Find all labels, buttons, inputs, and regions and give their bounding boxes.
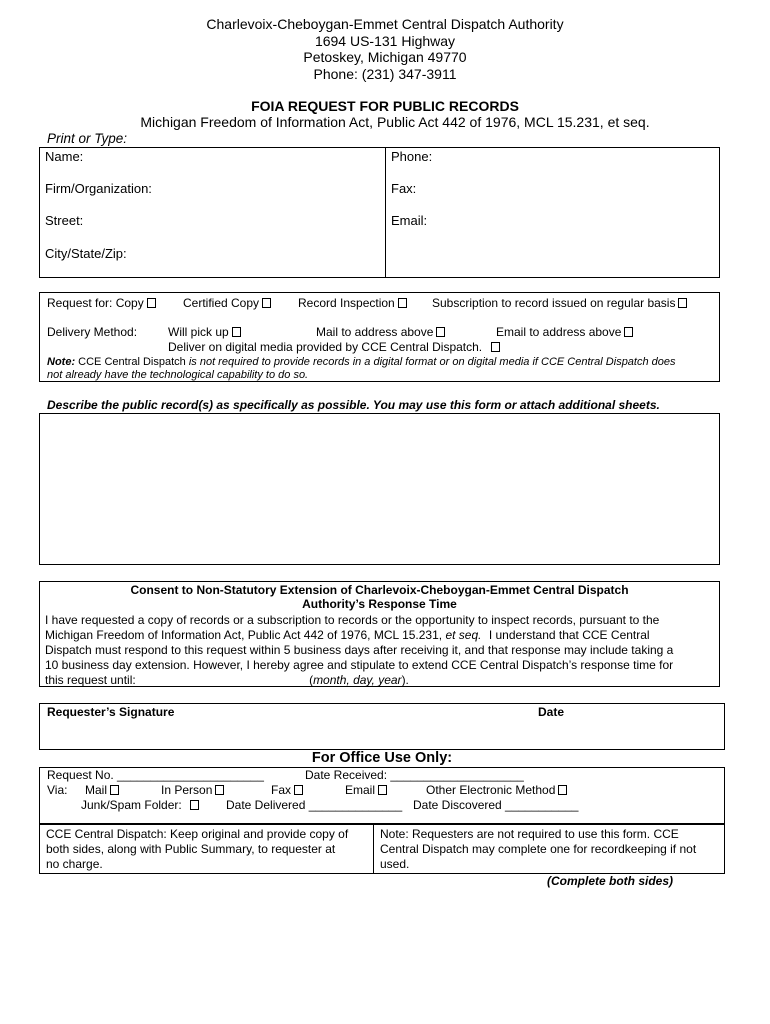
footer-right-line-3: used. <box>380 857 410 871</box>
consent-title <box>39 583 720 611</box>
subscription-checkbox[interactable] <box>678 298 687 308</box>
agency-city: Petoskey, Michigan 49770 <box>303 49 467 65</box>
email-field[interactable]: Email: <box>391 213 428 228</box>
email-delivery-label: Email to address above <box>496 325 622 339</box>
agency-header <box>0 16 770 82</box>
consent-line-2a: Michigan Freedom of Information Act, Public Act 442 of 1976, MCL 15.231, <box>45 628 443 642</box>
copy-checkbox[interactable] <box>147 298 156 308</box>
note-text-2: not already have the technological capability to do so. <box>47 369 309 381</box>
email-delivery-option <box>496 325 633 339</box>
form-subtitle: Michigan Freedom of Information Act, Public Act 442 of 1976, MCL 15.231, et seq. <box>140 114 650 130</box>
mail-checkbox[interactable] <box>436 327 445 337</box>
street-field[interactable]: Street: <box>45 213 84 228</box>
footer-right-line-1: Note: Requesters are not required to use this form. CCE <box>380 827 679 841</box>
via-email-checkbox[interactable] <box>378 785 387 795</box>
footer-left-line-3: no charge. <box>46 857 103 871</box>
via-in-person-option <box>161 783 224 797</box>
consent-title-line-2: Authority’s Response Time <box>302 597 457 611</box>
via-in-person-label: In Person <box>161 783 213 797</box>
via-label: Via: <box>47 783 68 797</box>
agency-name: Charlevoix-Cheboygan-Emmet Central Dispatch Authority <box>206 16 564 32</box>
certified-copy-option <box>183 296 271 310</box>
request-copy-label: Request for: Copy <box>47 296 144 310</box>
via-other-label: Other Electronic Method <box>426 783 556 797</box>
record-inspection-checkbox[interactable] <box>398 298 407 308</box>
digital-media-option <box>168 340 500 354</box>
firm-field[interactable]: Firm/Organization: <box>45 181 152 196</box>
email-delivery-checkbox[interactable] <box>624 327 633 337</box>
digital-media-label: Deliver on digital media provided by CCE Central Dispatch. <box>168 340 483 354</box>
via-other-option <box>426 783 567 797</box>
consent-line-3: Dispatch must respond to this request within 5 business days after receiving it, and that response may include taking a <box>45 643 674 657</box>
consent-line-2c: I understand that CCE Central <box>488 628 650 642</box>
via-fax-checkbox[interactable] <box>294 785 303 795</box>
describe-textarea[interactable] <box>39 413 720 565</box>
subscription-option <box>432 296 687 310</box>
signature-label: Requester’s Signature <box>47 705 175 719</box>
consent-line-5a: this request until: <box>45 673 136 687</box>
consent-line-5: this request until: (month, day, year). <box>45 673 409 687</box>
junk-spam-checkbox[interactable] <box>190 800 199 810</box>
consent-text <box>45 613 673 688</box>
will-pick-up-checkbox[interactable] <box>232 327 241 337</box>
city-state-zip-field[interactable]: City/State/Zip: <box>45 246 127 261</box>
form-title: FOIA REQUEST FOR PUBLIC RECORDS <box>251 98 519 114</box>
via-other-checkbox[interactable] <box>558 785 567 795</box>
subscription-label: Subscription to record issued on regular basis <box>432 296 676 310</box>
via-mail-option <box>85 783 119 797</box>
request-for-row <box>47 296 156 310</box>
note-text-1: is not required to provide records in a digital format or on digital media if CCE Central Dispatch does <box>188 356 676 368</box>
consent-line-1: I have requested a copy of records or a subscription to records or the opportunity to inspect records, pursuant to the <box>45 613 660 627</box>
consent-line-4: 10 business day extension. However, I hereby agree and stipulate to extend CCE Central Dispatch’s response time for <box>45 658 674 672</box>
phone-field[interactable]: Phone: <box>391 149 433 164</box>
footer-divider <box>373 824 374 874</box>
date-received-field: Date Received: ____________________ <box>305 768 524 782</box>
fax-field[interactable]: Fax: <box>391 181 417 196</box>
footer-right-line-2: Central Dispatch may complete one for recordkeeping if not <box>380 842 697 856</box>
footer-right-note <box>380 827 696 872</box>
consent-title-line-1: Consent to Non-Statutory Extension of Charlevoix-Cheboygan-Emmet Central Dispatch <box>130 583 629 597</box>
print-or-type-label: Print or Type: <box>47 131 128 146</box>
via-mail-checkbox[interactable] <box>110 785 119 795</box>
name-field[interactable]: Name: <box>45 149 84 164</box>
describe-label: Describe the public record(s) as specifically as possible. You may use this form or attach additional sheets. <box>47 398 660 412</box>
via-mail-label: Mail <box>85 783 108 797</box>
office-use-title: For Office Use Only: <box>311 750 453 766</box>
contact-box <box>39 147 720 278</box>
footer-left-line-2: both sides, along with Public Summary, to requester at <box>46 842 336 856</box>
via-fax-option <box>271 783 303 797</box>
consent-line-2 <box>45 628 673 643</box>
agency-phone: Phone: (231) 347-3911 <box>313 65 457 82</box>
note-cce: CCE Central Dispatch <box>78 356 186 368</box>
certified-copy-checkbox[interactable] <box>262 298 271 308</box>
delivery-method-label: Delivery Method: <box>47 325 138 339</box>
complete-both-sides: (Complete both sides) <box>547 874 674 888</box>
date-discovered-field: Date Discovered ___________ <box>413 798 579 812</box>
via-email-label: Email <box>345 783 376 797</box>
note-label: Note: <box>47 356 76 368</box>
junk-spam-option <box>81 798 199 812</box>
will-pick-up-option <box>168 325 241 339</box>
contact-divider <box>385 147 386 278</box>
date-delivered-field: Date Delivered ______________ <box>226 798 403 812</box>
consent-line-2b: et seq. <box>445 628 482 642</box>
mail-option <box>316 325 445 339</box>
signature-date-label: Date <box>538 705 565 719</box>
digital-media-checkbox[interactable] <box>491 342 500 352</box>
mail-label: Mail to address above <box>316 325 434 339</box>
record-inspection-option <box>298 296 407 310</box>
via-in-person-checkbox[interactable] <box>215 785 224 795</box>
will-pick-up-label: Will pick up <box>168 325 229 339</box>
consent-date-format: month, day, year <box>313 673 402 687</box>
footer-left-note <box>46 827 348 872</box>
record-inspection-label: Record Inspection <box>298 296 395 310</box>
via-fax-label: Fax <box>271 783 292 797</box>
junk-spam-label: Junk/Spam Folder: <box>81 798 182 812</box>
request-no-field: Request No. ______________________ <box>47 768 264 782</box>
agency-address: 1694 US-131 Highway <box>314 32 456 49</box>
certified-copy-label: Certified Copy <box>183 296 260 310</box>
footer-left-line-1: CCE Central Dispatch: Keep original and provide copy of <box>46 827 349 841</box>
digital-note <box>47 356 676 368</box>
via-email-option <box>345 783 387 797</box>
